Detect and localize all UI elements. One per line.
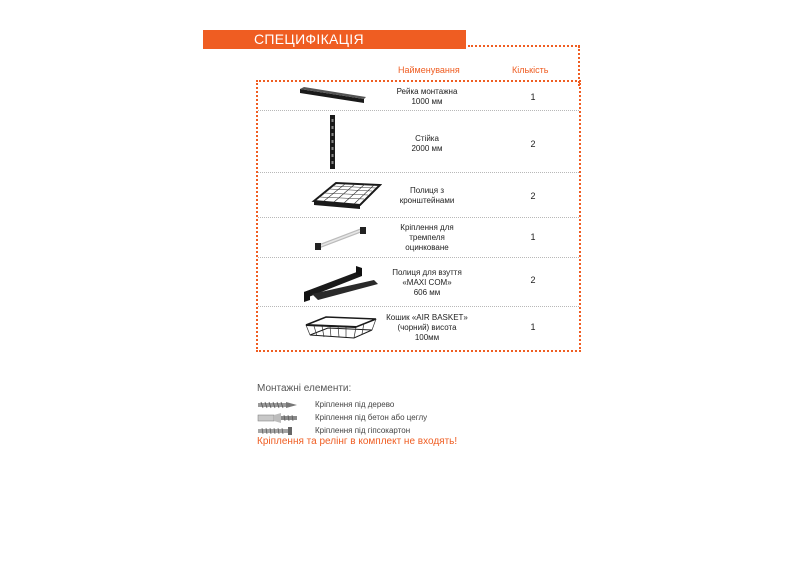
mounting-label: Кріплення під дерево bbox=[315, 400, 395, 409]
product-name bbox=[382, 268, 472, 298]
product-name-line: кронштейнами bbox=[399, 196, 455, 205]
product-quantity: 2 bbox=[530, 139, 536, 149]
product-name-line: Стійка bbox=[415, 134, 439, 143]
product-name-line: 1000 мм bbox=[411, 97, 443, 106]
table-row bbox=[258, 218, 579, 257]
product-name-line: «MAXI COM» bbox=[402, 278, 452, 287]
product-name bbox=[382, 87, 472, 107]
column-header-quantity: Кількість bbox=[512, 65, 549, 75]
product-quantity: 2 bbox=[530, 191, 536, 201]
product-name-line: 100мм bbox=[414, 333, 440, 342]
product-name-line: 2000 мм bbox=[411, 144, 443, 153]
section-title-bar bbox=[203, 30, 466, 49]
dotted-divider bbox=[468, 45, 580, 47]
shoe-shelf-icon bbox=[300, 262, 382, 304]
product-name-line: Полиця з bbox=[410, 186, 444, 195]
table-row bbox=[258, 173, 579, 217]
upright-icon bbox=[324, 114, 340, 170]
mounting-label: Кріплення під гіпсокартон bbox=[315, 426, 411, 435]
product-quantity: 1 bbox=[530, 322, 536, 332]
product-name-line: Кошик «AIR BASKET» bbox=[386, 313, 468, 322]
product-name-line: тремпеля bbox=[409, 233, 445, 242]
product-quantity: 1 bbox=[530, 92, 536, 102]
product-name-line: оцинковане bbox=[405, 243, 449, 252]
product-name-line: Кріплення для bbox=[400, 223, 454, 232]
concrete-anchor-icon bbox=[257, 413, 311, 423]
table-row bbox=[258, 111, 579, 172]
product-quantity: 2 bbox=[530, 275, 536, 285]
spec-table bbox=[256, 80, 581, 352]
product-name-line: 606 мм bbox=[413, 288, 441, 297]
product-quantity: 1 bbox=[530, 232, 536, 242]
wire-basket-icon bbox=[304, 315, 378, 345]
warning-note: Кріплення та релінг в комплект не входять! bbox=[257, 436, 458, 447]
product-name bbox=[382, 313, 472, 343]
product-name-line: Рейка монтажна bbox=[396, 87, 458, 96]
product-name bbox=[382, 186, 472, 206]
column-header-name: Найменування bbox=[398, 65, 460, 75]
table-row bbox=[258, 258, 579, 306]
product-name bbox=[382, 223, 472, 253]
wood-screw-icon bbox=[257, 400, 311, 410]
product-name bbox=[382, 134, 472, 154]
table-row bbox=[258, 307, 579, 350]
hanger-rod-icon bbox=[312, 224, 368, 252]
table-row bbox=[258, 82, 579, 110]
section-title: СПЕЦИФІКАЦІЯ bbox=[254, 31, 364, 47]
mesh-shelf-icon bbox=[310, 179, 382, 213]
mounting-label: Кріплення під бетон або цеглу bbox=[315, 413, 428, 422]
mounting-title: Монтажні елементи: bbox=[257, 383, 352, 394]
rail-icon bbox=[298, 86, 368, 106]
product-name-line: (чорний) висота bbox=[397, 323, 457, 332]
product-name-line: Полиця для взуття bbox=[392, 268, 462, 277]
drywall-anchor-icon bbox=[257, 426, 311, 436]
